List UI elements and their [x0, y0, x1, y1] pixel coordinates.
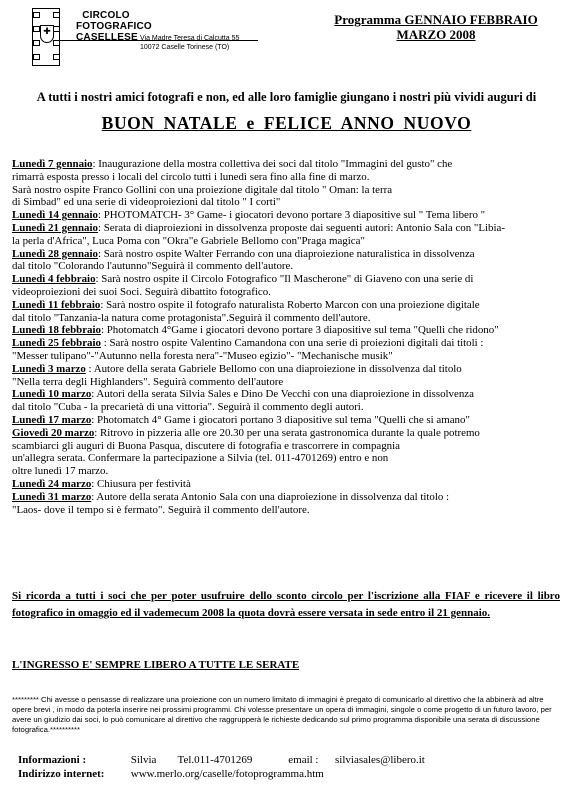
web-link[interactable]: www.merlo.org/caselle/fotoprogramma.htm: [130, 768, 324, 780]
event-text: dal titolo "Cuba - la precarietà di una vittoria". Seguirà il commento degli autori.: [12, 401, 364, 414]
web-label: Indirizzo internet:: [18, 768, 105, 780]
event-continuation: [12, 376, 562, 389]
contact-email[interactable]: silviasales@libero.it: [335, 754, 425, 766]
event-separator: :: [92, 158, 96, 170]
contact-name: Silvia: [130, 754, 157, 766]
event-date: Lunedì 4 febbraio: [12, 273, 96, 286]
event-row: [12, 337, 562, 350]
event-separator: :: [97, 209, 101, 222]
event-text: Autore della serata Gabriele Bellomo con una diaproiezione in dissolvenza dal titolo: [93, 362, 462, 375]
event-text: videoproiezioni dei suoi Soci. Seguirà dibattito fotografico.: [12, 285, 271, 298]
film-strip-icon: [32, 8, 60, 66]
event-date: Lunedì 18 febbraio: [12, 324, 101, 337]
event-date: Lunedì 7 gennaio: [12, 158, 93, 170]
logo-name: CIRCOLO FOTOGRAFICO CASELLESE: [76, 10, 152, 43]
event-text: "Messer tulipano"-"Autunno nella foresta nera"-"Museo egizio"- "Mechanische musik": [12, 349, 393, 362]
event-row: [12, 273, 562, 286]
program-title: Programma GENNAIO FEBBRAIO MARZO 2008: [334, 12, 538, 42]
event-date: Lunedì 21 gennaio: [12, 221, 98, 234]
event-continuation: [12, 401, 562, 414]
event-continuation: [12, 235, 562, 248]
event-separator: :: [91, 477, 95, 490]
event-text: Sarà nostro ospite Valentino Camandona con una serie di proiezioni digitali dai titoli :: [109, 337, 484, 350]
event-row: [12, 222, 562, 235]
event-text: Sarà nostro ospite Franco Gollini con una proiezione digitale dal titolo " Oman: la terra: [12, 183, 393, 196]
event-continuation: [12, 184, 562, 197]
event-text: Photomatch 4°Game i giocatori devono portare 3 diapositive sul tema "Quelli che ridono": [106, 324, 499, 337]
free-entry-note: L'INGRESSO E' SEMPRE LIBERO A TUTTE LE SERATE: [12, 659, 300, 671]
event-text: di Simbad" ed una serie di videoproiezioni dal titolo " I corti": [12, 196, 281, 209]
event-text: Ritrovo in pizzeria alle ore 20.30 per una serata gastronomica durante la quale potremo: [100, 426, 480, 439]
event-separator: :: [97, 247, 101, 260]
event-date: Lunedì 31 marzo: [12, 490, 92, 503]
event-text: rimarrà esposta presso i locali del circolo tutti i lunedì sera fino alla fine di marzo.: [12, 170, 370, 183]
event-date: Lunedì 24 marzo: [12, 477, 92, 490]
event-separator: :: [100, 324, 104, 337]
projection-note: ********* Chi avesse o pensasse di realizzare una proiezione con un numero limitato di immagini è pregato di comunicarlo al direttivo che la abbinerà ad altre opere brevi , in modo da poterla inserire nei prossimi programmi. Chi volesse presentare un opera di immagini, singole o come progetto di un futuro lavoro, per avere un giudizio dai soci, lo può comunicare al direttivo che raggrupperà le richieste dedicando sul primo programma disponibile una serata di discussione fotografica.**********: [12, 695, 552, 734]
event-separator: :: [97, 221, 101, 234]
event-date: Lunedì 11 febbraio: [12, 298, 101, 311]
events-list: [12, 158, 562, 516]
greeting-heading: BUON NATALE e FELICE ANNO NUOVO: [101, 113, 472, 133]
event-row: [12, 388, 562, 401]
contact-info: [18, 753, 425, 781]
event-text: dal titolo "Colorando l'autunno"Seguirà il commento dell'autore.: [12, 260, 294, 273]
event-text: Serata di diaproiezioni in dissolvenza proposte dai seguenti autori: Antonio Sala con "Libia-: [103, 221, 505, 234]
event-row: [12, 324, 562, 337]
event-date: Giovedì 20 marzo: [12, 426, 95, 439]
email-label: email :: [288, 754, 319, 766]
event-text: "Laos- dove il tempo si è fermato". Seguirà il commento dell'autore.: [12, 503, 310, 516]
event-text: scambiarci gli auguri di Buona Pasqua, discutere di fotografia e trascorrere in compagnia: [12, 439, 400, 452]
event-text: Autori della serata Silvia Sales e Dino De Vecchi con una diaproiezione in dissolvenza: [96, 388, 474, 401]
event-date: Lunedì 10 marzo: [12, 388, 92, 401]
event-date: Lunedì 25 febbraio: [12, 337, 101, 350]
event-continuation: [12, 350, 562, 363]
intro-text: A tutti i nostri amici fotografi e non, ed alle loro famiglie giungano i nostri più vividi auguri di: [36, 90, 537, 104]
event-continuation: [12, 171, 562, 184]
event-date: Lunedì 14 gennaio: [12, 209, 98, 222]
event-row: [12, 363, 562, 376]
club-logo: [32, 8, 258, 66]
event-continuation: [12, 440, 562, 453]
event-text: la perla d'Africa", Luca Poma con "Okra"e Gabriele Bellomo con"Praga magica": [12, 234, 365, 247]
event-continuation: [12, 465, 562, 478]
event-continuation: [12, 196, 562, 209]
logo-address: Via Madre Teresa di Calcutta 55 10072 Caselle Torinese (TO): [140, 35, 240, 51]
event-text: Autore della serata Antonio Sala con una diaproiezione in dissolvenza dal titolo :: [96, 490, 450, 503]
shield-icon: ✚: [40, 25, 54, 43]
contact-phone: Tel.011-4701269: [177, 754, 253, 766]
event-row: [12, 491, 562, 504]
event-text: Sarà nostro ospite Walter Ferrando con una diaproiezione naturalistica in dissolvenza: [103, 247, 475, 260]
event-row: [12, 299, 562, 312]
event-date: Lunedì 28 gennaio: [12, 247, 98, 260]
event-separator: :: [91, 388, 95, 401]
event-continuation: [12, 260, 562, 273]
event-text: un'allegra serata. Confermare la partecipazione a Silvia (tel. 011-4701269) entro e non: [12, 452, 389, 465]
event-text: Photomatch 4° Game i giocatori portano 3 diapositive sul tema "Quelli che si amano": [97, 413, 470, 426]
event-continuation: [12, 286, 562, 299]
event-text: Chiusura per festività: [97, 477, 191, 490]
event-row: [12, 248, 562, 261]
event-text: dal titolo "Tanzania-la natura come protagonista".Seguirà il commento dell'autore.: [12, 311, 371, 324]
event-continuation: [12, 504, 562, 517]
info-label: Informazioni :: [18, 754, 87, 766]
event-date: Lunedì 3 marzo: [12, 362, 86, 375]
event-text: oltre lunedì 17 marzo.: [12, 465, 109, 478]
event-text: Sarà nostro ospite il Circolo Fotografico "Il Mascherone" di Giaveno con una serie di: [101, 273, 474, 286]
event-separator: :: [91, 490, 95, 503]
event-separator: :: [95, 273, 99, 286]
event-row: [12, 427, 562, 440]
event-separator: :: [94, 426, 98, 439]
event-date: Lunedì 17 marzo: [12, 413, 92, 426]
event-separator: :: [91, 413, 95, 426]
event-row: [12, 478, 562, 491]
event-continuation: [12, 312, 562, 325]
event-text: Sarà nostro ospite il fotografo naturalista Roberto Marcon con una proiezione digitale: [106, 298, 480, 311]
event-row: [12, 414, 562, 427]
event-text: "Nella terra degli Highlanders". Seguirà commento dell'autore: [12, 375, 284, 388]
event-separator: :: [100, 298, 104, 311]
event-row: [12, 209, 562, 222]
event-continuation: [12, 452, 562, 465]
event-separator: :: [100, 337, 107, 350]
event-separator: :: [85, 362, 92, 375]
event-text: Inaugurazione della mostra collettiva dei soci dal titolo "Immagini del gusto" che: [98, 158, 453, 170]
event-row: [12, 158, 562, 171]
fiaf-note: Si ricorda a tutti i soci che per poter usufruire dello sconto circolo per l'iscrizione alla FIAF e ricevere il libro fotografico in omaggio ed il vademecum 2008 la quota dovrà essere versata in sede entro il 21 gennaio.: [12, 590, 560, 619]
event-text: PHOTOMATCH- 3° Game- i giocatori devono portare 3 diapositive sul " Tema libero ": [103, 209, 486, 222]
